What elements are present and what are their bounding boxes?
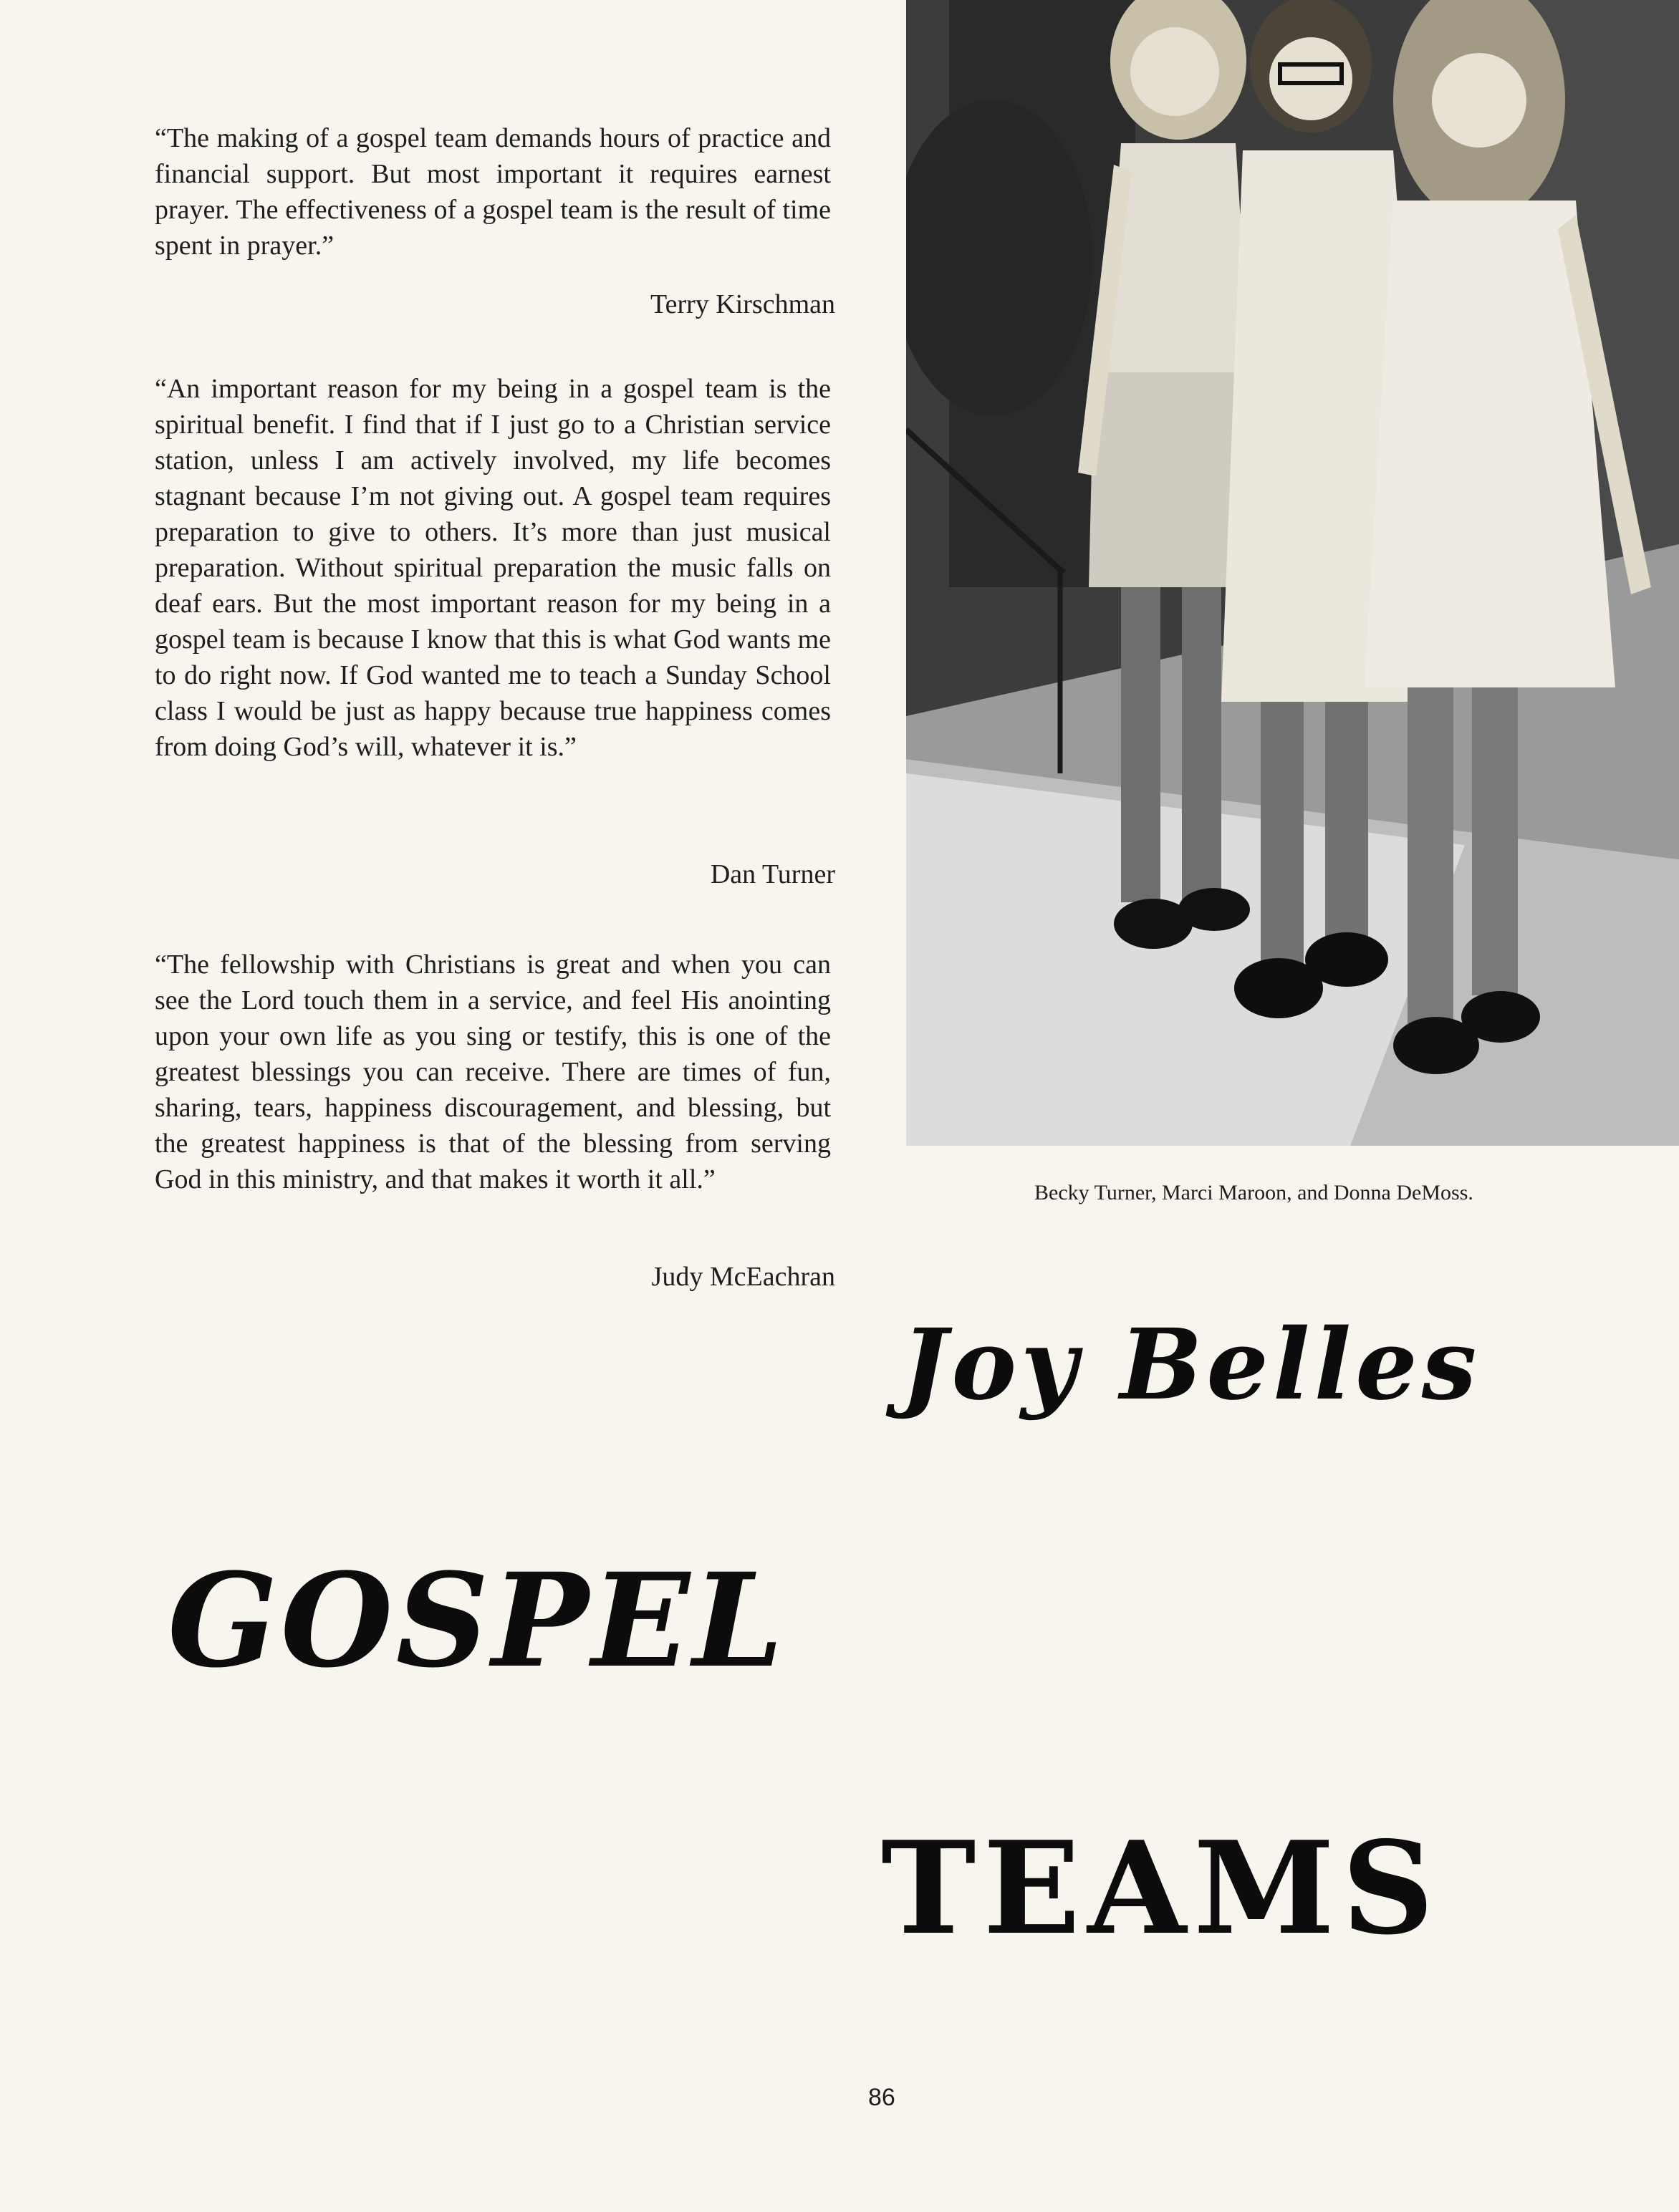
page-title-teams: TEAMS: [881, 1813, 1441, 1963]
photo-caption: Becky Turner, Marci Maroon, and Donna DeMoss.: [1034, 1181, 1473, 1204]
group-photo: [906, 0, 1679, 1146]
quote-author: Terry Kirschman: [650, 289, 835, 319]
page-title-gospel: GOSPEL: [168, 1545, 786, 1696]
quote-author: Dan Turner: [710, 859, 835, 889]
page-number: 86: [868, 2084, 895, 2111]
quote-text: “The making of a gospel team demands hours of practice and financial support. But most important it requires earnest prayer. The effectiveness of a gospel team is the result of time spent in prayer.”: [155, 123, 831, 261]
quote-author: Judy McEachran: [651, 1262, 835, 1292]
quote-text: “An important reason for my being in a gospel team is the spiritual benefit. I find that if I just go to a Christian service station, unless I am actively involved, my life becomes stagnant because I’m not giving out. A gospel team requires preparation to give to others. It’s more than just musical preparation. Without spiritual preparation the music falls on deaf ears. But the most important reason for my being in a gospel team is because I know that this is what God wants me to do right now. If God wanted me to teach a Sunday School class I would be just as happy because true happiness comes from doing God’s will, whatever it is.”: [155, 374, 831, 762]
quote-text: “The fellowship with Christians is great and when you can see the Lord touch them in a service, and feel His anointing upon your own life as you sing or testify, this is one of the greatest blessings you can receive. There are times of fun, sharing, tears, happiness discouragement, and blessing, but the greatest happiness is that of the blessing from serving God in this ministry, and that makes it worth it all.”: [155, 950, 831, 1194]
subtitle-joy-belles: Joy Belles: [901, 1308, 1481, 1422]
